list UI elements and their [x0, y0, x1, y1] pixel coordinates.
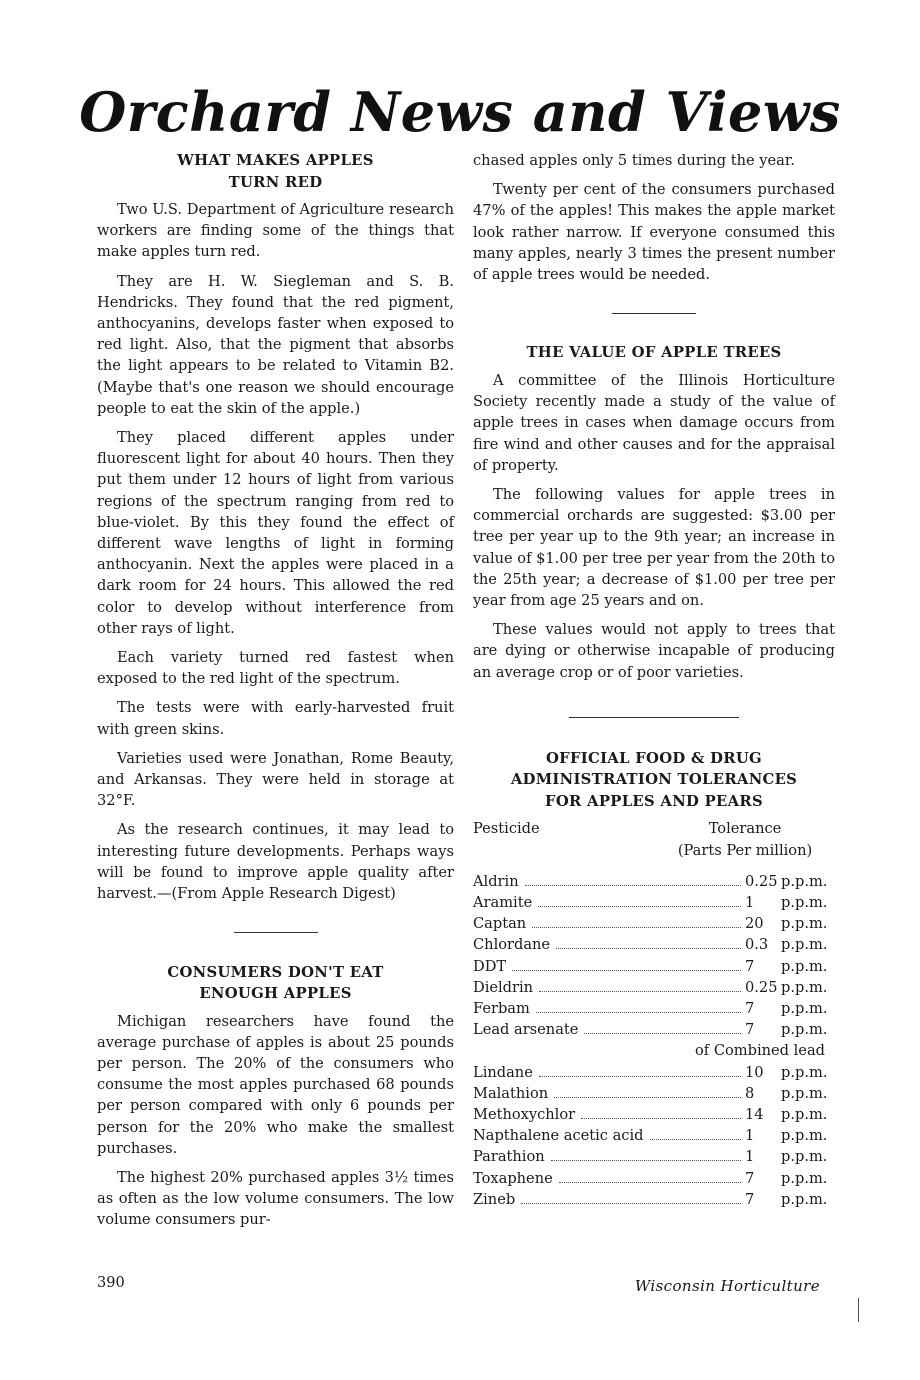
- tolerance-value: 7: [745, 1000, 755, 1017]
- dot-leader: [556, 948, 741, 949]
- heading-line: ADMINISTRATION TOLERANCES: [510, 771, 798, 789]
- tolerance-value: 0.25: [745, 978, 778, 996]
- journal-name: Wisconsin Horticulture: [634, 1277, 820, 1295]
- tolerance-unit: p.p.m.: [781, 978, 828, 996]
- tolerance-unit: p.p.m.: [781, 1000, 828, 1017]
- tolerance-value: 10: [745, 1063, 764, 1081]
- page-number: 390: [97, 1275, 125, 1291]
- tolerance-value: 14: [745, 1105, 764, 1123]
- tolerance-value: 7: [745, 1021, 755, 1039]
- heading-line: THE VALUE OF APPLE TREES: [526, 344, 782, 362]
- section-divider: [473, 703, 835, 724]
- table-row: [473, 956, 835, 977]
- pesticide-name: Lindane: [473, 1063, 533, 1081]
- dot-leader: [532, 927, 741, 928]
- tolerance-value: 7: [745, 957, 755, 975]
- dot-leader: [539, 1076, 741, 1077]
- paragraph: A committee of the Illinois Horticulture Society recently made a study of the value of apple trees in cases when damage occurs from fire wind and other causes and for the appraisal of property.: [473, 371, 835, 474]
- pesticide-name: Aramite: [473, 894, 533, 912]
- dot-leader: [538, 906, 741, 907]
- dot-leader: [554, 1097, 741, 1098]
- divider-rule: [569, 717, 739, 718]
- pesticide-name: DDT: [473, 957, 507, 975]
- tolerance-value: 7: [745, 1190, 755, 1208]
- divider-rule: [612, 313, 696, 314]
- paragraph: As the research continues, it may lead to interesting future developments. Perhaps ways will be found to improve apple quality after harvest.—(From Apple Research Digest): [97, 821, 454, 903]
- heading-line: FOR APPLES AND PEARS: [545, 792, 763, 810]
- column-header-pesticide: Pesticide: [473, 820, 540, 838]
- table-row: [473, 892, 835, 913]
- pesticide-name: Captan: [473, 915, 527, 933]
- tolerance-unit: p.p.m.: [781, 1190, 828, 1208]
- heading-line: TURN RED: [228, 173, 323, 191]
- paragraph: Varieties used were Jonathan, Rome Beauty, and Arkansas. They were held in storage at 32°F.: [97, 749, 454, 810]
- table-row: [473, 1189, 835, 1210]
- tolerance-value: 0.25: [745, 872, 778, 890]
- pesticide-name: Ferbam: [473, 1000, 530, 1017]
- divider-rule: [234, 932, 318, 933]
- paragraph: The tests were with early-harvested fruit with green skins.: [97, 699, 454, 738]
- table-row: [473, 1125, 835, 1146]
- tolerance-table: [473, 871, 835, 1210]
- heading-fda-tolerances: [473, 748, 835, 813]
- paragraph: The highest 20% purchased apples 3½ times as often as the low volume consumers. The low volume consumers pur-: [97, 1168, 454, 1229]
- column-header-tolerance: [645, 818, 845, 860]
- tolerance-unit: p.p.m.: [781, 1021, 828, 1039]
- table-row: [473, 977, 835, 998]
- heading-line: CONSUMERS DON'T EAT: [167, 963, 384, 981]
- paragraph: They placed different apples under fluorescent light for about 40 hours. Then they put them under 12 hours of light from various regions of the spectrum ranging from red to blue-violet. By this they found the effect of different wave lengths of light in forming anthocyanin. Next the apples were placed in a dark room for 24 hours. This allowed the red color to develop without interference from other rays of light.: [97, 429, 454, 637]
- tolerance-unit: p.p.m.: [781, 957, 828, 975]
- paragraph: They are H. W. Siegleman and S. B. Hendricks. They found that the red pigment, anthocyanins, develops faster when exposed to red light. Also, that the pigment that absorbs the light appears to be related to Vitamin B2. (Maybe that's one reason we should encourage people to eat the skin of the apple.): [97, 272, 454, 417]
- dot-leader: [521, 1203, 741, 1204]
- heading-value-of-apple-trees: [473, 342, 835, 364]
- tolerance-unit: p.p.m.: [781, 915, 828, 933]
- tolerance-unit: p.p.m.: [781, 1127, 828, 1145]
- pesticide-name: Aldrin: [473, 872, 519, 890]
- tolerance-value: 8: [745, 1084, 755, 1102]
- pesticide-name: Dieldrin: [473, 978, 534, 996]
- lead-note: of Combined lead: [695, 1042, 825, 1060]
- table-row: [473, 871, 835, 892]
- tolerance-value: 0.3: [745, 936, 769, 954]
- pesticide-name: Lead arsenate: [473, 1021, 579, 1039]
- pesticide-name: Malathion: [473, 1084, 549, 1102]
- dot-leader: [584, 1033, 741, 1034]
- pesticide-name: Methoxychlor: [473, 1105, 576, 1123]
- tolerance-table-header: [473, 818, 835, 860]
- tolerance-unit: p.p.m.: [781, 936, 828, 954]
- tolerance-units: (Parts Per million): [677, 841, 813, 859]
- dot-leader: [551, 1160, 741, 1161]
- table-row: [473, 1019, 835, 1040]
- tolerance-unit: p.p.m.: [781, 1063, 828, 1081]
- dot-leader: [539, 991, 741, 992]
- paragraph: Twenty per cent of the consumers purchased 47% of the apples! This makes the apple market look rather narrow. If everyone consumed this many apples, nearly 3 times the present number of apple trees would be needed.: [473, 181, 835, 284]
- table-row: [473, 913, 835, 934]
- paragraph-continuation: chased apples only 5 times during the year.: [473, 152, 795, 169]
- tolerance-unit: p.p.m.: [781, 894, 828, 912]
- paragraph: Each variety turned red fastest when exposed to the red light of the spectrum.: [97, 649, 454, 688]
- right-column: [473, 150, 835, 1210]
- heading-line: WHAT MAKES APPLES: [177, 152, 374, 169]
- tolerance-value: 20: [745, 915, 764, 933]
- table-row: [473, 998, 835, 1019]
- pesticide-name: Toxaphene: [473, 1169, 553, 1187]
- tolerance-unit: p.p.m.: [781, 872, 828, 890]
- dot-leader: [525, 885, 741, 886]
- pesticide-name: Parathion: [473, 1148, 545, 1166]
- pesticide-name: Napthalene acetic acid: [473, 1127, 644, 1145]
- dot-leader: [581, 1118, 741, 1119]
- table-row: [473, 1168, 835, 1189]
- tolerance-unit: p.p.m.: [781, 1148, 828, 1166]
- dot-leader: [559, 1182, 741, 1183]
- dot-leader: [650, 1139, 742, 1140]
- table-row: [473, 1146, 835, 1167]
- paragraph: Two U.S. Department of Agriculture research workers are finding some of the things that make apples turn red.: [97, 201, 454, 261]
- pesticide-name: Chlordane: [473, 936, 551, 954]
- pesticide-name: Zineb: [473, 1190, 516, 1208]
- tolerance-value: 1: [745, 1148, 755, 1166]
- tolerance-unit: p.p.m.: [781, 1169, 828, 1187]
- paragraph: Michigan researchers have found the average purchase of apples is about 25 pounds per person. The 20% of the consumers who consume the most apples purchased 68 pounds per person compared with only 6 pounds per person for the 20% who make the smallest purchases.: [97, 1012, 454, 1157]
- table-row: [473, 1104, 835, 1125]
- heading-line: OFFICIAL FOOD & DRUG: [545, 749, 762, 767]
- table-row: [473, 934, 835, 955]
- heading-consumers-dont-eat-apples: [97, 962, 454, 1005]
- tolerance-label: Tolerance: [708, 820, 782, 838]
- section-divider: [473, 299, 835, 320]
- paragraph: These values would not apply to trees that are dying or otherwise incapable of producing an average crop or of poor varieties.: [473, 621, 835, 681]
- heading-what-makes-apples-red: [97, 150, 454, 193]
- tolerance-value: 1: [745, 1127, 755, 1145]
- tolerance-value: 1: [745, 894, 755, 912]
- dot-leader: [536, 1012, 741, 1013]
- tolerance-unit: p.p.m.: [781, 1105, 828, 1123]
- paragraph: The following values for apple trees in commercial orchards are suggested: $3.00 per tree per year up to the 9th year; an increase in value of $1.00 per tree per year from the 20th to the 25th year; a decrease of $1.00 per tree per year from age 25 years and on.: [473, 485, 835, 609]
- tolerance-unit: p.p.m.: [781, 1084, 828, 1102]
- table-row: [473, 1062, 835, 1083]
- table-row: [473, 1083, 835, 1104]
- left-column: [97, 150, 454, 1239]
- dot-leader: [512, 970, 741, 971]
- tolerance-value: 7: [745, 1169, 755, 1187]
- section-divider: [97, 918, 454, 939]
- page-title: Orchard News and Views: [79, 80, 841, 144]
- heading-line: ENOUGH APPLES: [199, 985, 352, 1002]
- margin-mark: [858, 1298, 859, 1322]
